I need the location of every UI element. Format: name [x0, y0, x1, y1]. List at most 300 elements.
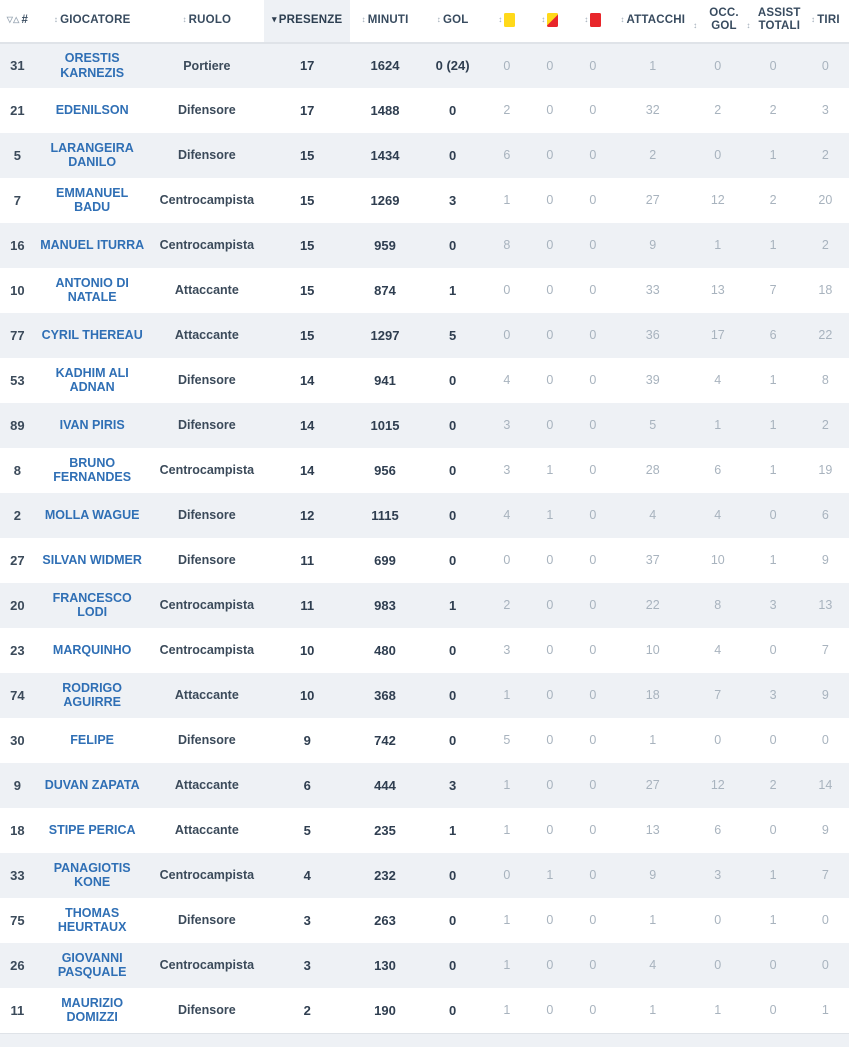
cell-tiri: 2 [821, 148, 829, 163]
cell-tiri: 0 [821, 913, 829, 928]
cell-yellow-cards: 8 [503, 238, 511, 253]
cell-red-cards: 0 [589, 778, 597, 793]
cell-number: 2 [13, 507, 22, 523]
cell-occasioni-gol: 6 [714, 823, 722, 838]
table-row [0, 853, 849, 898]
cell-role: Portiere [183, 58, 231, 73]
player-name-link[interactable]: GIOVANNI PASQUALE [57, 950, 127, 980]
cell-double-cards: 0 [546, 58, 554, 73]
cell-attacchi: 1 [649, 1003, 657, 1018]
cell-minuti: 263 [374, 912, 396, 928]
cell-gol: 0 [448, 867, 457, 883]
column-header-label: GIOCATORE [60, 13, 131, 26]
sort-icon[interactable]: ↕ [541, 14, 546, 24]
cell-gol: 0 [448, 687, 457, 703]
player-name-link[interactable]: IVAN PIRIS [59, 418, 125, 433]
cell-number: 5 [13, 147, 22, 163]
table-row [0, 493, 849, 538]
cell-red-cards: 0 [589, 643, 597, 658]
player-name-link[interactable]: LARANGEIRA DANILO [50, 140, 134, 170]
cell-attacchi: 9 [649, 238, 657, 253]
cell-attacchi: 39 [645, 373, 660, 388]
table-row [0, 718, 849, 763]
cell-attacchi: 18 [645, 688, 660, 703]
cell-number: 77 [10, 327, 25, 343]
cell-tiri: 20 [818, 193, 833, 208]
cell-minuti: 368 [374, 687, 396, 703]
cell-tiri: 22 [818, 328, 833, 343]
cell-role: Difensore [178, 508, 236, 523]
cell-number: 27 [10, 552, 25, 568]
cell-gol: 0 [448, 372, 457, 388]
sort-icon[interactable]: ↕ [620, 14, 625, 24]
cell-role: Difensore [178, 373, 236, 388]
cell-yellow-cards: 3 [503, 418, 511, 433]
cell-attacchi: 1 [649, 733, 657, 748]
cell-double-cards: 0 [546, 283, 554, 298]
cell-yellow-cards: 4 [503, 373, 511, 388]
cell-presenze: 10 [299, 687, 315, 703]
column-header-attacchi[interactable] [614, 0, 691, 43]
cell-number: 30 [10, 732, 25, 748]
column-header-gol[interactable] [420, 0, 486, 43]
cell-number: 74 [10, 687, 25, 703]
table-row [0, 673, 849, 718]
cell-number: 10 [10, 282, 25, 298]
cell-occasioni-gol: 0 [714, 913, 722, 928]
cell-assist-totali: 1 [769, 373, 777, 388]
table-row [0, 763, 849, 808]
cell-presenze: 17 [299, 58, 315, 74]
cell-double-cards: 0 [546, 148, 554, 163]
player-name-link[interactable]: FELIPE [70, 733, 115, 748]
cell-assist-totali: 2 [769, 778, 777, 793]
cell-yellow-cards: 5 [503, 733, 511, 748]
cell-yellow-cards: 1 [503, 688, 511, 703]
cell-gol: 1 [448, 822, 457, 838]
cell-assist-totali: 3 [769, 598, 777, 613]
cell-tiri: 14 [818, 778, 833, 793]
cell-minuti: 1434 [370, 147, 400, 163]
table-row [0, 223, 849, 268]
table-row [0, 178, 849, 223]
column-header-label: RUOLO [188, 13, 232, 26]
cell-number: 26 [10, 957, 25, 973]
cell-role: Attaccante [174, 778, 239, 793]
cell-red-cards: 0 [589, 958, 597, 973]
cell-double-cards: 0 [546, 778, 554, 793]
table-row [0, 88, 849, 133]
cell-double-cards: 1 [546, 463, 554, 478]
player-name-link[interactable]: SILVAN WIDMER [42, 553, 142, 568]
cell-minuti: 1015 [370, 417, 400, 433]
cell-yellow-cards: 4 [503, 508, 511, 523]
table-header-row [0, 0, 849, 43]
column-header-player[interactable] [35, 0, 150, 43]
cell-red-cards: 0 [589, 598, 597, 613]
cell-role: Difensore [178, 103, 236, 118]
cell-occasioni-gol: 8 [714, 598, 722, 613]
cell-red-cards: 0 [589, 823, 597, 838]
cell-tiri: 9 [821, 553, 829, 568]
sort-icon[interactable]: ↕ [693, 20, 698, 30]
cell-presenze: 5 [303, 822, 311, 838]
player-name-link[interactable]: PANAGIOTIS KONE [53, 860, 131, 890]
sort-desc-icon[interactable]: ▾ [272, 14, 277, 25]
cell-tiri: 9 [821, 823, 829, 838]
cell-occasioni-gol: 7 [714, 688, 722, 703]
player-name-link[interactable]: STIPE PERICA [48, 823, 136, 838]
column-header-label: ATTACCHI [626, 13, 686, 26]
cell-double-cards: 0 [546, 193, 554, 208]
cell-number: 20 [10, 597, 25, 613]
cell-double-cards: 0 [546, 643, 554, 658]
cell-role: Centrocampista [159, 868, 255, 883]
cell-role: Centrocampista [159, 643, 255, 658]
cell-tiri: 6 [821, 508, 829, 523]
cell-attacchi: 37 [645, 553, 660, 568]
cell-role: Difensore [178, 418, 236, 433]
cell-role: Attaccante [174, 328, 239, 343]
table-bottom-strip [0, 1033, 849, 1047]
cell-red-cards: 0 [589, 103, 597, 118]
cell-double-cards: 0 [546, 103, 554, 118]
cell-yellow-cards: 3 [503, 643, 511, 658]
cell-red-cards: 0 [589, 58, 597, 73]
player-name-link[interactable]: BRUNO FERNANDES [53, 455, 132, 485]
sort-icon[interactable]: ↕ [811, 14, 816, 24]
cell-red-cards: 0 [589, 418, 597, 433]
player-name-link[interactable]: KADHIM ALI ADNAN [55, 365, 129, 395]
red-card-icon [590, 13, 601, 27]
cell-presenze: 10 [299, 642, 315, 658]
cell-attacchi: 33 [645, 283, 660, 298]
cell-tiri: 1 [821, 1003, 829, 1018]
cell-attacchi: 2 [649, 148, 657, 163]
table-row [0, 988, 849, 1033]
cell-presenze: 11 [300, 597, 315, 613]
player-name-link[interactable]: CYRIL THEREAU [41, 328, 143, 343]
cell-attacchi: 9 [649, 868, 657, 883]
cell-minuti: 956 [374, 462, 396, 478]
cell-presenze: 3 [303, 957, 311, 973]
cell-minuti: 232 [374, 867, 396, 883]
table-row [0, 583, 849, 628]
cell-tiri: 2 [821, 238, 829, 253]
cell-minuti: 941 [374, 372, 396, 388]
cell-gol: 3 [448, 777, 457, 793]
cell-attacchi: 22 [645, 598, 660, 613]
cell-yellow-cards: 1 [503, 778, 511, 793]
cell-attacchi: 1 [649, 58, 657, 73]
cell-gol: 0 [448, 102, 457, 118]
cell-assist-totali: 1 [769, 418, 777, 433]
sort-icon[interactable]: ↕ [182, 14, 187, 24]
column-header-double-cards[interactable] [528, 0, 571, 43]
player-name-link[interactable]: MARQUINHO [52, 643, 132, 658]
cell-assist-totali: 6 [769, 328, 777, 343]
cell-minuti: 742 [374, 732, 396, 748]
cell-minuti: 444 [374, 777, 396, 793]
cell-gol: 0 [448, 642, 457, 658]
column-header-label: MINUTI [367, 13, 409, 26]
player-name-link[interactable]: MANUEL ITURRA [40, 238, 145, 253]
cell-occasioni-gol: 1 [714, 418, 722, 433]
cell-yellow-cards: 1 [503, 823, 511, 838]
yellow-card-icon [504, 13, 515, 27]
column-header-label: # [21, 13, 29, 26]
column-header-number[interactable] [0, 0, 35, 43]
column-header-label: PRESENZE [278, 13, 343, 26]
cell-gol: 0 [448, 732, 457, 748]
cell-double-cards: 0 [546, 373, 554, 388]
cell-minuti: 699 [374, 552, 396, 568]
cell-red-cards: 0 [589, 148, 597, 163]
cell-gol: 1 [448, 282, 457, 298]
player-name-link[interactable]: THOMAS HEURTAUX [57, 905, 127, 935]
cell-presenze: 9 [303, 732, 311, 748]
cell-number: 89 [10, 417, 25, 433]
cell-yellow-cards: 2 [503, 598, 511, 613]
cell-assist-totali: 0 [769, 823, 777, 838]
cell-occasioni-gol: 0 [714, 733, 722, 748]
cell-gol: 0 [448, 147, 457, 163]
cell-double-cards: 0 [546, 688, 554, 703]
column-header-yellow-cards[interactable] [485, 0, 528, 43]
cell-number: 18 [10, 822, 25, 838]
cell-assist-totali: 3 [769, 688, 777, 703]
cell-occasioni-gol: 1 [714, 238, 722, 253]
cell-minuti: 190 [374, 1002, 396, 1018]
cell-attacchi: 4 [649, 958, 657, 973]
cell-red-cards: 0 [589, 463, 597, 478]
sort-icon[interactable]: ↕ [53, 14, 59, 24]
cell-assist-totali: 7 [769, 283, 777, 298]
player-name-link[interactable]: EMMANUEL BADU [56, 185, 129, 215]
cell-yellow-cards: 0 [503, 283, 511, 298]
table-row [0, 43, 849, 88]
sort-icon[interactable]: ↕ [498, 14, 503, 24]
cell-red-cards: 0 [589, 553, 597, 568]
cell-role: Attaccante [174, 823, 239, 838]
cell-assist-totali: 1 [769, 463, 777, 478]
cell-tiri: 9 [821, 688, 829, 703]
cell-assist-totali: 1 [769, 148, 777, 163]
sort-icon[interactable]: ▽△ [6, 14, 20, 24]
cell-occasioni-gol: 10 [710, 553, 725, 568]
cell-tiri: 0 [821, 733, 829, 748]
cell-tiri: 13 [818, 598, 833, 613]
cell-presenze: 14 [299, 417, 315, 433]
cell-number: 75 [10, 912, 25, 928]
player-name-link[interactable]: DUVAN ZAPATA [44, 778, 140, 793]
cell-gol: 0 [448, 552, 457, 568]
cell-presenze: 12 [299, 507, 315, 523]
cell-role: Difensore [178, 913, 236, 928]
cell-presenze: 4 [303, 867, 311, 883]
column-header-assist-totali[interactable] [744, 0, 801, 43]
cell-occasioni-gol: 12 [710, 778, 725, 793]
table-row [0, 133, 849, 178]
column-header-label: GOL [442, 13, 469, 26]
cell-occasioni-gol: 4 [714, 373, 722, 388]
cell-presenze: 11 [300, 552, 315, 568]
cell-minuti: 130 [374, 957, 396, 973]
player-name-link[interactable]: EDENILSON [55, 103, 129, 118]
cell-red-cards: 0 [589, 508, 597, 523]
cell-attacchi: 32 [645, 103, 660, 118]
cell-number: 21 [10, 102, 25, 118]
column-header-role[interactable] [150, 0, 265, 43]
column-header-occasioni-gol[interactable] [691, 0, 744, 43]
cell-attacchi: 27 [645, 778, 660, 793]
cell-assist-totali: 2 [769, 103, 777, 118]
cell-assist-totali: 0 [769, 733, 777, 748]
cell-yellow-cards: 0 [503, 58, 511, 73]
cell-red-cards: 0 [589, 733, 597, 748]
cell-attacchi: 28 [645, 463, 660, 478]
cell-number: 53 [10, 372, 25, 388]
cell-presenze: 3 [303, 912, 311, 928]
cell-double-cards: 0 [546, 913, 554, 928]
cell-yellow-cards: 2 [503, 103, 511, 118]
column-header-presenze[interactable] [264, 0, 350, 43]
cell-double-cards: 1 [546, 508, 554, 523]
cell-tiri: 3 [821, 103, 829, 118]
table-row [0, 268, 849, 313]
cell-gol: 1 [448, 597, 457, 613]
player-name-link[interactable]: FRANCESCO LODI [52, 590, 132, 620]
cell-minuti: 1115 [371, 507, 399, 523]
cell-double-cards: 0 [546, 958, 554, 973]
cell-presenze: 15 [299, 147, 315, 163]
cell-occasioni-gol: 0 [714, 58, 722, 73]
table-row [0, 358, 849, 403]
cell-number: 33 [10, 867, 25, 883]
player-name-link[interactable]: RODRIGO AGUIRRE [62, 680, 123, 710]
cell-role: Centrocampista [159, 463, 255, 478]
cell-gol: 3 [448, 192, 457, 208]
table-row [0, 448, 849, 493]
table-row [0, 538, 849, 583]
cell-presenze: 14 [299, 462, 315, 478]
cell-occasioni-gol: 3 [714, 868, 722, 883]
cell-yellow-cards: 0 [503, 328, 511, 343]
cell-tiri: 19 [818, 463, 833, 478]
cell-double-cards: 0 [546, 598, 554, 613]
cell-yellow-cards: 1 [503, 958, 511, 973]
cell-minuti: 480 [374, 642, 396, 658]
column-header-label: OCC. GOL [709, 7, 739, 32]
sort-icon[interactable]: ↕ [584, 14, 589, 24]
cell-assist-totali: 0 [769, 508, 777, 523]
cell-double-cards: 0 [546, 1003, 554, 1018]
cell-attacchi: 4 [649, 508, 657, 523]
cell-tiri: 0 [821, 958, 829, 973]
cell-yellow-cards: 3 [503, 463, 511, 478]
table-row [0, 943, 849, 988]
cell-role: Attaccante [174, 688, 239, 703]
player-name-link[interactable]: MAURIZIO DOMIZZI [61, 995, 124, 1025]
cell-red-cards: 0 [589, 283, 597, 298]
cell-double-cards: 0 [546, 238, 554, 253]
cell-number: 7 [13, 192, 22, 208]
cell-assist-totali: 0 [769, 958, 777, 973]
cell-presenze: 14 [299, 372, 315, 388]
table-row [0, 898, 849, 943]
column-header-label: ASSIST TOTALI [757, 7, 801, 32]
cell-number: 31 [10, 58, 25, 74]
column-header-label: TIRI [817, 13, 840, 26]
cell-gol: 5 [448, 327, 457, 343]
cell-gol: 0 [448, 912, 457, 928]
table-header [0, 0, 849, 43]
cell-assist-totali: 0 [769, 58, 777, 73]
cell-double-cards: 0 [546, 553, 554, 568]
cell-red-cards: 0 [589, 193, 597, 208]
cell-yellow-cards: 1 [503, 913, 511, 928]
sort-icon[interactable]: ↕ [361, 14, 366, 24]
cell-role: Centrocampista [159, 238, 255, 253]
cell-presenze: 17 [299, 102, 315, 118]
cell-gol: 0 [448, 462, 457, 478]
cell-presenze: 15 [299, 237, 315, 253]
cell-role: Centrocampista [159, 193, 255, 208]
cell-presenze: 2 [303, 1002, 311, 1018]
cell-presenze: 6 [303, 777, 311, 793]
table-row [0, 628, 849, 673]
column-header-minuti[interactable] [350, 0, 420, 43]
cell-occasioni-gol: 1 [714, 1003, 722, 1018]
column-header-tiri[interactable] [802, 0, 849, 43]
cell-gol: 0 [448, 417, 457, 433]
cell-yellow-cards: 1 [503, 1003, 511, 1018]
player-name-link[interactable]: ORESTIS KARNEZIS [60, 51, 125, 80]
sort-icon[interactable]: ↕ [436, 14, 441, 24]
cell-gol: 0 [448, 1002, 457, 1018]
cell-double-cards: 0 [546, 733, 554, 748]
cell-red-cards: 0 [589, 868, 597, 883]
player-name-link[interactable]: ANTONIO DI NATALE [55, 275, 129, 305]
cell-assist-totali: 1 [769, 238, 777, 253]
cell-double-cards: 1 [546, 868, 554, 883]
cell-red-cards: 0 [589, 373, 597, 388]
cell-occasioni-gol: 0 [714, 958, 722, 973]
cell-occasioni-gol: 13 [710, 283, 725, 298]
cell-number: 8 [13, 462, 22, 478]
cell-role: Difensore [178, 553, 236, 568]
cell-occasioni-gol: 0 [714, 148, 722, 163]
cell-double-cards: 0 [546, 823, 554, 838]
column-header-red-cards[interactable] [571, 0, 614, 43]
cell-presenze: 15 [299, 327, 315, 343]
cell-minuti: 1488 [370, 102, 400, 118]
cell-attacchi: 10 [645, 643, 660, 658]
cell-minuti: 874 [374, 282, 396, 298]
cell-attacchi: 36 [645, 328, 660, 343]
cell-red-cards: 0 [589, 238, 597, 253]
cell-role: Difensore [178, 1003, 236, 1018]
cell-presenze: 15 [299, 282, 315, 298]
sort-icon[interactable]: ↕ [746, 20, 751, 30]
player-name-link[interactable]: MOLLA WAGUE [44, 508, 140, 523]
cell-minuti: 983 [374, 597, 396, 613]
cell-number: 11 [10, 1002, 25, 1018]
cell-occasioni-gol: 6 [714, 463, 722, 478]
cell-occasioni-gol: 2 [714, 103, 722, 118]
cell-gol: 0 (24) [435, 58, 470, 74]
cell-role: Difensore [178, 148, 236, 163]
